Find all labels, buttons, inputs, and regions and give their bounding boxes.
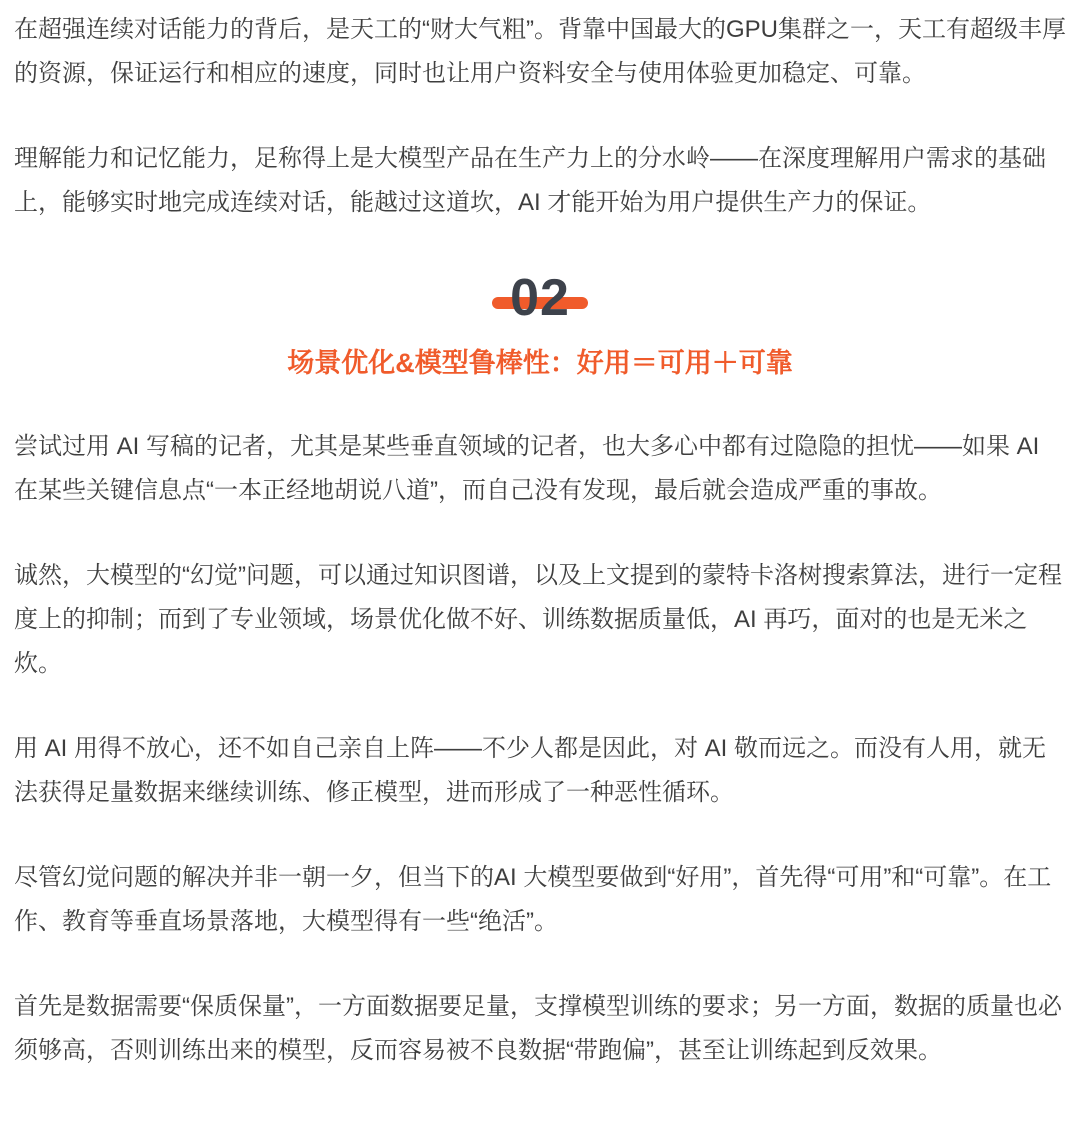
article-paragraph: 理解能力和记忆能力，足称得上是大模型产品在生产力上的分水岭——在深度理解用户需求的基础上，能够实时地完成连续对话，能越过这道坎，AI 才能开始为用户提供生产力的保证。 [14, 145, 1046, 216]
article-paragraph: 诚然，大模型的“幻觉”问题，可以通过知识图谱，以及上文提到的蒙特卡洛树搜索算法，进行一定程度上的抑制；而到了专业领域，场景优化做不好、训练数据质量低，AI 再巧，面对的也是无米之炊。 [14, 562, 1062, 677]
section-number-wrap [486, 266, 594, 331]
article-paragraph: 用 AI 用得不放心，还不如自己亲自上阵——不少人都是因此，对 AI 敬而远之。而没有人用，就无法获得足量数据来继续训练、修正模型，进而形成了一种恶性循环。 [14, 735, 1047, 806]
article-paragraph: 尽管幻觉问题的解决并非一朝一夕，但当下的AI 大模型要做到“好用”，首先得“可用”和“可靠”。在工作、教育等垂直场景落地，大模型得有一些“绝活”。 [14, 864, 1052, 935]
section-number: 02 [510, 269, 570, 327]
article-paragraph: 首先是数据需要“保质保量”，一方面数据要足量，支撑模型训练的要求；另一方面，数据的质量也必须够高，否则训练出来的模型，反而容易被不良数据“带跑偏”，甚至让训练起到反效果。 [14, 993, 1062, 1064]
section-heading: 场景优化&模型鲁棒性：好用＝可用＋可靠 [287, 348, 793, 378]
section-marker [14, 266, 1066, 331]
article-paragraph: 在超强连续对话能力的背后，是天工的“财大气粗”。背靠中国最大的GPU集群之一，天工有超级丰厚的资源，保证运行和相应的速度，同时也让用户资料安全与使用体验更加稳定、可靠。 [14, 16, 1066, 87]
article-paragraph: 尝试过用 AI 写稿的记者，尤其是某些垂直领域的记者，也大多心中都有过隐隐的担忧——如果 AI 在某些关键信息点“一本正经地胡说八道”，而自己没有发现，最后就会造成严重的事故。 [14, 433, 1040, 504]
